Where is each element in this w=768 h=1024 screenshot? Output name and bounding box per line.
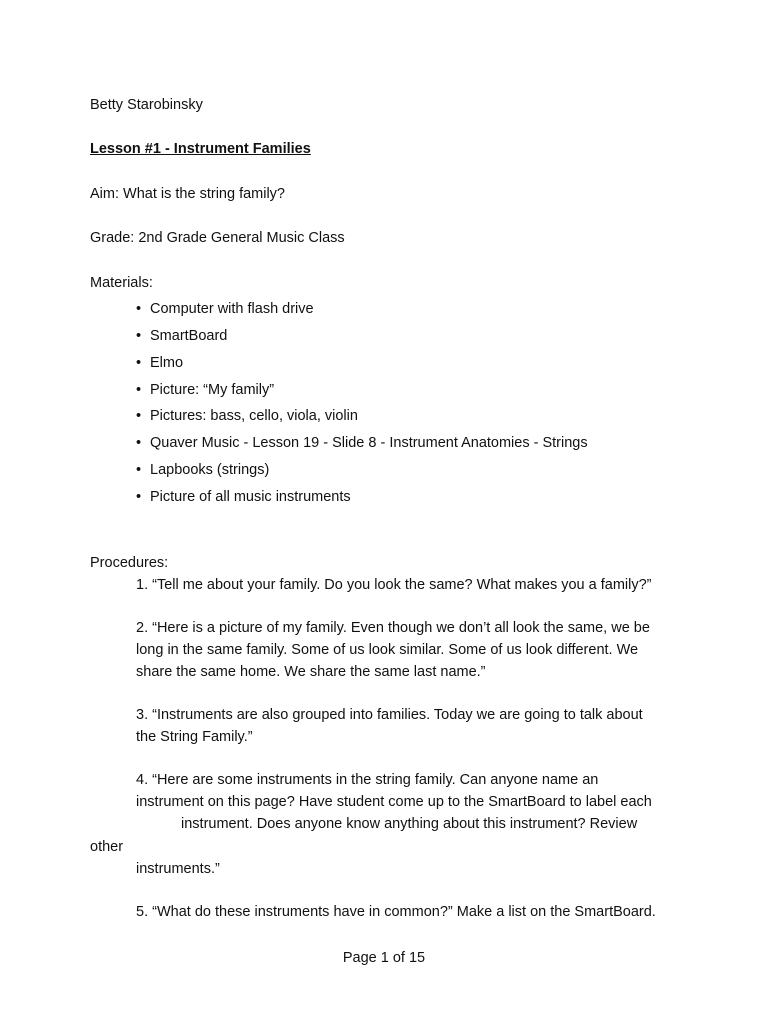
list-item: • Picture: “My family” [136,382,275,398]
bullet-icon: • [136,462,142,478]
bullet-icon: • [136,355,142,371]
bullet-icon: • [136,301,142,317]
procedures-heading: Procedures: [90,555,169,571]
procedure-step-2-line: 2. “Here is a picture of my family. Even though we don’t all look the same, we be [136,620,650,636]
list-item: • Lapbooks (strings) [136,462,270,478]
procedure-step-2-line: long in the same family. Some of us look similar. Some of us look different. We [136,642,639,658]
author-name: Betty Starobinsky [90,97,203,113]
procedure-step-1: 1. “Tell me about your family. Do you look the same? What makes you a family?” [136,577,652,593]
procedure-step-4-line: 4. “Here are some instruments in the string family. Can anyone name an [136,772,599,788]
procedure-step-5: 5. “What do these instruments have in common?” Make a list on the SmartBoard. [136,904,656,920]
list-item: • SmartBoard [136,328,228,344]
bullet-icon: • [136,435,142,451]
lesson-title: Lesson #1 - Instrument Families [90,141,311,157]
aim-text: Aim: What is the string family? [90,186,285,202]
materials-heading: Materials: [90,275,153,291]
list-item: • Elmo [136,355,184,371]
page-number: Page 1 of 15 [342,950,426,966]
list-item: • Picture of all music instruments [136,489,351,505]
bullet-icon: • [136,328,142,344]
procedure-step-3-line: the String Family.” [136,729,253,745]
grade-text: Grade: 2nd Grade General Music Class [90,230,345,246]
procedure-step-2-line: share the same home. We share the same last name.” [136,664,486,680]
bullet-icon: • [136,489,142,505]
procedure-step-4-line: other [90,839,124,855]
list-item: • Pictures: bass, cello, viola, violin [136,408,358,424]
bullet-icon: • [136,408,142,424]
procedure-step-4-line: instruments.” [136,861,220,877]
list-item: • Quaver Music - Lesson 19 - Slide 8 - Instrument Anatomies - Strings [136,435,588,451]
procedure-step-4-line: instrument on this page? Have student come up to the SmartBoard to label each [136,794,652,810]
bullet-icon: • [136,382,142,398]
procedure-step-4-line: instrument. Does anyone know anything about this instrument? Review [181,816,638,832]
list-item: • Computer with flash drive [136,301,314,317]
procedure-step-3-line: 3. “Instruments are also grouped into families. Today we are going to talk about [136,707,643,723]
